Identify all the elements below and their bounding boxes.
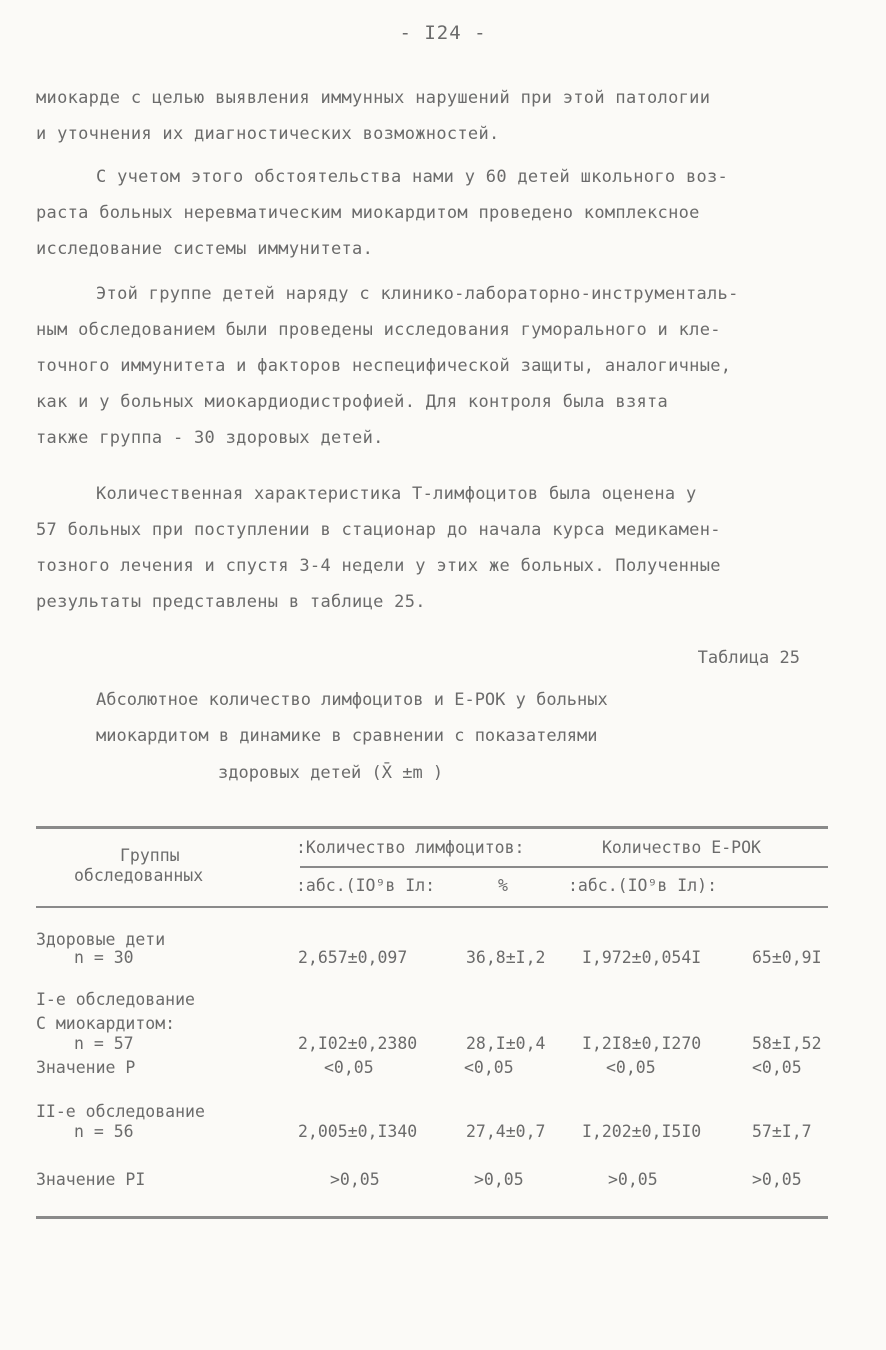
table-title-line: миокардитом в динамике в сравнении с показателями (96, 726, 598, 746)
table-cell: 28,I±0,4 (466, 1034, 546, 1053)
row-label: II-е обследование (36, 1102, 205, 1121)
subheader-percent: % (498, 876, 508, 895)
header-group-2: обследованных (74, 866, 204, 885)
paragraph-line: и уточнения их диагностических возможностей. (36, 124, 500, 144)
row-label: I-е обследование (36, 990, 195, 1009)
table-cell: I,202±0,I5I0 (582, 1122, 702, 1141)
table-cell: I,972±0,054I (582, 948, 702, 967)
subheader-abs-lymph: :абс.(IO⁹в Iл: (296, 876, 436, 895)
table-cell: 2,I02±0,2380 (298, 1034, 418, 1053)
row-label: Значение P (36, 1058, 136, 1077)
table-cell: >0,05 (752, 1170, 802, 1189)
table-caption: Таблица 25 (697, 648, 800, 668)
table-cell: <0,05 (324, 1058, 374, 1077)
table-cell: <0,05 (464, 1058, 514, 1077)
paragraph-line: исследование системы иммунитета. (36, 239, 374, 259)
table-header-bottom-rule (36, 906, 828, 908)
header-lymphocytes: :Количество лимфоцитов: (296, 838, 525, 857)
paragraph-line: Количественная характеристика Т-лимфоцитов была оценена у (96, 484, 697, 504)
paragraph-line: раста больных неревматическим миокардитом проведено комплексное (36, 203, 700, 223)
table-title-line: здоровых детей (X̄ ±m ) (218, 763, 444, 783)
paragraph-line: С учетом этого обстоятельства нами у 60 детей школьного воз- (96, 167, 729, 187)
row-label: С миокардитом: (36, 1014, 176, 1033)
table-cell: <0,05 (606, 1058, 656, 1077)
table-cell: 58±I,52 (752, 1034, 822, 1053)
table-bottom-rule (36, 1216, 828, 1219)
header-erok: Количество Е-РОК (602, 838, 761, 857)
table-cell: >0,05 (608, 1170, 658, 1189)
paragraph-line: Этой группе детей наряду с клинико-лабораторно-инструменталь- (96, 284, 739, 304)
row-n: n = 56 (74, 1122, 134, 1141)
page-number: - I24 - (399, 22, 487, 44)
paragraph-line: миокарде с целью выявления иммунных нарушений при этой патологии (36, 88, 711, 108)
table-cell: <0,05 (752, 1058, 802, 1077)
table-cell: 2,657±0,097 (298, 948, 408, 967)
table-cell: >0,05 (474, 1170, 524, 1189)
table-top-rule (36, 826, 828, 829)
table-cell: 65±0,9I (752, 948, 822, 967)
paragraph-line: 57 больных при поступлении в стационар до начала курса медикамен- (36, 520, 721, 540)
paragraph-line: результаты представлены в таблице 25. (36, 592, 426, 612)
subheader-abs-erok: :абс.(IO⁹в Iл): (568, 876, 718, 895)
paragraph-line: также группа - 30 здоровых детей. (36, 428, 384, 448)
paragraph-line: тозного лечения и спустя 3-4 недели у этих же больных. Полученные (36, 556, 721, 576)
table-cell: 57±I,7 (752, 1122, 812, 1141)
table-cell: 36,8±I,2 (466, 948, 546, 967)
row-label: Здоровые дети (36, 930, 166, 949)
row-label: Значение PI (36, 1170, 146, 1189)
table-cell: >0,05 (330, 1170, 380, 1189)
header-group: Группы (120, 846, 180, 865)
paragraph-line: точного иммунитета и факторов неспецифической защиты, аналогичные, (36, 356, 732, 376)
row-n: n = 57 (74, 1034, 134, 1053)
table-cell: I,2I8±0,I270 (582, 1034, 702, 1053)
table-header-rule (300, 866, 828, 868)
paragraph-line: как и у больных миокардиодистрофией. Для контроля была взята (36, 392, 669, 412)
table-cell: 27,4±0,7 (466, 1122, 546, 1141)
paragraph-line: ным обследованием были проведены исследования гуморального и кле- (36, 320, 721, 340)
table-title-line: Абсолютное количество лимфоцитов и Е-РОК у больных (96, 690, 608, 710)
table-cell: 2,005±0,I340 (298, 1122, 418, 1141)
row-n: n = 30 (74, 948, 134, 967)
